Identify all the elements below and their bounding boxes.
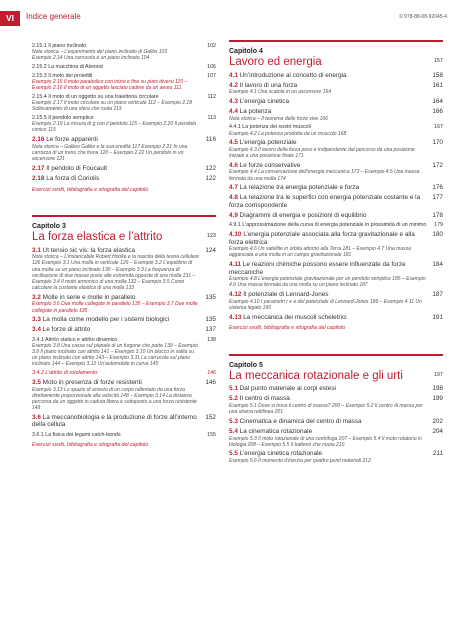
exercises-link[interactable]: Esercizi svolti, bibliografia e sitografia del capitolo	[32, 186, 149, 193]
page-header	[0, 0, 457, 28]
toc-section[interactable]	[229, 231, 443, 246]
page-ref: 161	[432, 81, 443, 89]
chapter-kicker: Capitolo 4	[229, 48, 263, 55]
section-number: 4.1	[229, 71, 238, 79]
toc-note: Esempio 3.8 Una cassa sul pianale di un furgone che parte 139 – Esempio 3.9 Il piano inclinato con attrito 141 – Esempio 3.10 Un blocco in salita su un piano inclinato con attrito 143 – Esempio 3.11 La carrucola sul piano inclinato 144 – Esempio 3.12 Un’automobile in curva 145	[32, 342, 198, 368]
section-label: Dal punto materiale ai corpi estesi	[239, 385, 336, 393]
page-ref: 146	[205, 378, 216, 386]
section-number: 3.3	[32, 316, 41, 324]
page-ref: 191	[432, 313, 443, 321]
toc-section[interactable]	[229, 385, 443, 393]
left-column	[32, 40, 216, 448]
toc-subsection[interactable]	[229, 222, 443, 228]
toc-section[interactable]	[32, 247, 216, 255]
page-ref: 177	[432, 194, 443, 202]
section-label: Molle in serie e molle in parallelo	[42, 293, 136, 301]
page-ref: 170	[432, 139, 443, 147]
toc-note: Esempio 2.19 La misura di g con il pendolo 115 – Esempio 2.20 Il pendolo conico 115	[32, 121, 197, 134]
toc-section[interactable]	[229, 108, 443, 116]
section-number: 3.1	[32, 246, 41, 254]
section-number: 5.2	[229, 395, 238, 403]
toc-section[interactable]	[32, 175, 216, 183]
chapter-kicker: Capitolo 3	[32, 223, 66, 230]
section-label: La relazione tra le superfici con energia potenziale costante e la forza corrispondente	[229, 194, 421, 209]
section-number: 4.10	[229, 230, 242, 238]
toc-note: Esempio 5.3 Il moto rotazionale di una centrifuga 207 – Esempio 5.4 Il moto rotatorio in biologia 208 – Esempio 5.5 Il batterio che nuota 210	[229, 435, 422, 448]
toc-section[interactable]	[229, 212, 443, 220]
section-label: Un’introduzione al concetto di energia	[239, 71, 347, 79]
section-label: 3.6.1 La fisica dei legami catch-bonds	[32, 431, 121, 438]
section-number: 3.6	[32, 413, 41, 421]
toc-note: Esempio 3.6 Due molle collegate in parallelo 135 – Esempio 3.7 Due molle collegate in parallelo 135	[32, 301, 198, 314]
page-ref: 172	[432, 161, 443, 169]
section-label: La potenza	[239, 107, 272, 115]
toc-note: Nota storica – Galileo Galilei e la sua eredità 117 Esempio 2.21 In una carrozza di un treno che frena 120 – Esempio 2.22 Un pendolo in un ascensore 121	[32, 143, 188, 163]
section-label: Le reazioni chimiche possono essere influenzate da forze meccaniche	[229, 261, 406, 276]
chapter-3-heading	[32, 215, 216, 244]
page-ref: 184	[432, 261, 443, 269]
toc-subsection[interactable]	[32, 115, 216, 121]
toc-note: Nota storica – L’esperimento del piano inclinato di Galilei 103	[32, 48, 168, 55]
toc-subsection[interactable]	[32, 94, 216, 100]
chapter-title[interactable]: La meccanica rotazionale e gli urti 197	[229, 369, 443, 382]
page-ref: 187	[432, 291, 443, 299]
section-label: La relazione tra energia potenziale e forza	[239, 184, 360, 192]
toc-note: Esempio 5.6 Il momento d’inerzia per quattro punti materiali 212	[229, 458, 371, 465]
section-label: 2.15.5 Il pendolo semplice	[32, 114, 94, 121]
section-label: 4.4.1 La potenza dei nostri muscoli	[229, 124, 311, 131]
section-label: Cinematica e dinamica del centro di massa	[239, 417, 362, 425]
section-label: La meccanica dei muscoli scheletrici	[243, 313, 347, 321]
toc-section[interactable]	[229, 291, 443, 299]
page-ref: 112	[207, 93, 216, 100]
toc-subsection[interactable]	[229, 124, 443, 130]
toc-section[interactable]	[32, 316, 216, 324]
toc-section[interactable]	[229, 194, 443, 209]
page-ref: 107	[207, 72, 216, 79]
exercises-link[interactable]: Esercizi svolti, bibliografia e sitografia del capitolo	[229, 325, 346, 332]
page-ref: 158	[432, 71, 443, 79]
section-number: 4.9	[229, 212, 238, 220]
chapter-title[interactable]: La forza elastica e l’attrito 123	[32, 231, 216, 243]
section-label: La molla come modello per i sistemi biologici	[42, 316, 170, 324]
page-ref: 137	[205, 326, 216, 334]
section-number: 2.16	[32, 136, 45, 144]
section-label: Il lavoro di una forza	[239, 81, 298, 89]
page-ref: 135	[205, 293, 216, 301]
toc-subsection[interactable]	[32, 43, 216, 49]
toc-note: Esempio 4.4 La conservazione dell’energia meccanica 173 – Esempio 4.5 Una massa fermata da una molla 174	[229, 169, 420, 182]
left-entries-top	[32, 43, 216, 194]
section-number: 4.3	[229, 97, 238, 105]
page-ref: 179	[434, 222, 443, 229]
section-number: 3.2	[32, 293, 41, 301]
section-number: 4.13	[229, 313, 242, 321]
page-ref: 199	[432, 395, 443, 403]
section-label: Ut tensio sic vis: la forza elastica	[42, 246, 136, 254]
page-ref: 116	[205, 136, 216, 144]
section-label: Il potenziale di Lennard-Jones	[243, 291, 329, 299]
page-ref: 124	[205, 246, 216, 254]
chapter-4-heading	[229, 40, 443, 69]
section-number: 5.5	[229, 450, 238, 458]
toc-subsection[interactable]	[32, 370, 216, 376]
section-number: 5.4	[229, 427, 238, 435]
section-label: 2.15.2 La macchina di Atwood	[32, 63, 103, 70]
toc-section[interactable]	[32, 326, 216, 334]
section-number: 4.12	[229, 291, 242, 299]
section-label: Diagrammi di energia e posizioni di equilibrio	[239, 212, 367, 220]
chapter-page: 157	[433, 58, 443, 64]
toc-section[interactable]	[32, 136, 216, 144]
toc-section[interactable]	[229, 418, 443, 426]
chapter-page: 123	[206, 233, 216, 239]
page-ref: 135	[205, 316, 216, 324]
toc-note: Esempio 4.2 La potenza prodotta da un muscolo 168	[229, 130, 347, 137]
toc-subsection[interactable]	[32, 337, 216, 343]
section-label: Il pendolo di Foucault	[46, 164, 107, 172]
section-label: La meccanobiologia e la produzione di forze all’interno della cellula	[32, 413, 197, 429]
toc-subsection[interactable]	[32, 432, 216, 438]
page-ref: 180	[432, 230, 443, 238]
section-label: 4.9.1 L’approssimazione della curva di energia potenziale in prossimità di un minimo	[229, 222, 427, 229]
toc-section[interactable]	[229, 98, 443, 106]
toc-note: Esempio 2.14 Una carrucola e un piano inclinato 104	[32, 55, 150, 61]
section-label: Le forze apparenti	[46, 136, 98, 144]
toc-section[interactable]	[32, 414, 216, 429]
page-ref: 155	[207, 431, 216, 438]
section-number: 4.7	[229, 184, 238, 192]
exercises-link[interactable]: Esercizi svolti, bibliografia e sitografia del capitolo	[32, 441, 149, 448]
toc-subsection[interactable]	[32, 73, 216, 79]
toc-section[interactable]	[229, 72, 443, 80]
section-label: La forza di Coriolis	[46, 174, 100, 182]
toc-subsection[interactable]	[32, 64, 216, 70]
page-ref: 102	[207, 42, 216, 49]
section-label: L’energia cinetica	[239, 97, 290, 105]
page-ref: 113	[207, 114, 216, 121]
section-label: 2.15.3 Il moto dei proiettili	[32, 72, 93, 79]
page-ref: 167	[434, 124, 443, 131]
toc-note: Esempio 5.1 Dove si trova il centro di massa? 200 – Esempio 5.2 Il centro di massa per una sbarra rettilinea 201	[229, 402, 423, 416]
section-number: 4.2	[229, 81, 238, 89]
page-ref: 198	[432, 385, 443, 393]
page-ref: 176	[432, 184, 443, 192]
chapter-5-heading	[229, 354, 443, 383]
toc-section[interactable]	[229, 82, 443, 90]
toc-note: Esempio 2.15 Il moto parabolico con inizio e fine su piani diversi 110 – Esempio 2.16 Il moto di un oggetto lasciato cadere da un aereo 111	[32, 78, 188, 91]
section-number: 5.3	[229, 417, 238, 425]
page-ref: 122	[205, 164, 216, 172]
section-label: 2.15.4 Il moto di un oggetto su una traiettoria circolare	[32, 93, 159, 100]
section-number: 2.17	[32, 164, 45, 172]
chapter-page: 197	[433, 371, 443, 378]
section-label: L’energia cinetica rotazionale	[239, 450, 323, 458]
section-number: 4.8	[229, 194, 238, 202]
isbn-label: © 978-88-08-92045-4	[399, 14, 447, 20]
section-label: 2.15.1 Il piano inclinato	[32, 42, 87, 49]
toc-section[interactable]	[32, 379, 216, 387]
toc-note: Esempio 4.3 Il lavoro della forza peso è indipendente dal percorso da una posizione iniziale a una posizione finale 171	[229, 146, 415, 160]
toc-note: Esempio 3.13 Lo spazio di arresto di un corpo rallentato da una forza direttamente proporzionale alla velocità 148 – Esempio 3.14 La distanza percorsa da un oggetto in caduta libera e sottoposto a una forza resistente 149	[32, 386, 197, 412]
section-number: 3.4	[32, 326, 41, 334]
chapter-kicker: Capitolo 5	[229, 361, 263, 369]
page-ref: 138	[207, 336, 216, 343]
toc-note: Esempio 4.1 Una scatola in un ascensore 164	[229, 89, 332, 96]
right-entries-top	[229, 72, 443, 332]
left-entries-bottom	[32, 247, 216, 449]
section-label: L’energia potenziale associata alla forza gravitazionale e alla forza elettrica	[229, 230, 415, 246]
section-label: 3.4.1 Attrito statico e attrito dinamico	[32, 336, 118, 343]
page-ref: 106	[207, 63, 216, 70]
toc-note: Esempio 2.17 Il moto circolare su un piano verticale 112 – Esempio 2.18 Sollevamento di una sfera che ruota 113	[32, 100, 192, 113]
section-number: 4.6	[229, 161, 238, 169]
section-number: 5.1	[229, 385, 238, 393]
chapter-title[interactable]: Lavoro ed energia 157	[229, 56, 443, 68]
running-title: Indice generale	[26, 12, 81, 21]
right-column	[229, 40, 443, 464]
section-number: 4.11	[229, 261, 242, 269]
section-label: Moto in presenza di forze resistenti	[42, 378, 142, 386]
page-ref: 146	[207, 370, 216, 377]
section-number: 4.4	[229, 107, 238, 115]
page-ref: 178	[432, 212, 443, 220]
page-number: VI	[0, 11, 20, 26]
right-entries-bottom	[229, 385, 443, 464]
section-number: 3.5	[32, 378, 41, 386]
section-label: La cinematica rotazionale	[239, 427, 313, 435]
page-ref: 164	[432, 97, 443, 105]
toc-section[interactable]	[229, 428, 443, 436]
toc-section[interactable]	[229, 314, 443, 322]
page-ref: 152	[205, 413, 216, 421]
page-ref: 202	[432, 417, 443, 425]
toc-note: Nota storica – L’instancabile Robert Hooke e la nascita della teoria cellulare 126 Esempio 3.1 Una molla in verticale 129 – Esempio 3.2 L’equilibrio di una molla su un piano inclinato 130 – Esempio 3.3 La frequenza di oscillazione di due masse poste alle estremità opposte di una molla 131 – Esempio 3.4 Il moto armonico di una molla 132 – Esempio 3.5 Come calcolare la costante elastica di una molla 133	[32, 254, 200, 292]
toc-section[interactable]	[229, 139, 443, 147]
toc-section[interactable]	[229, 162, 443, 170]
section-number: 2.18	[32, 174, 45, 182]
section-label: L’energia potenziale	[239, 139, 297, 147]
toc-note: Esempio 4.6 Un satellite in orbita attorno alla Terra 181 – Esempio 4.7 Una massa agganciata a una molla in un campo gravitazionale 181	[229, 246, 411, 259]
toc-section[interactable]	[229, 184, 443, 192]
toc-section[interactable]	[229, 261, 443, 276]
toc-section[interactable]	[32, 294, 216, 302]
toc-note: Esempio 4.8 L’energia potenziale gravitazionale per un pendolo semplice 185 – Esempio 4.9 Una massa fermata da una molla su un piano inclinato 187	[229, 276, 426, 289]
page-ref: 204	[432, 427, 443, 435]
page-ref: 122	[205, 174, 216, 182]
section-label: Le forze di attrito	[42, 326, 91, 334]
section-label: Il centro di massa	[239, 395, 290, 403]
section-number: 4.5	[229, 139, 238, 147]
toc-section[interactable]	[32, 165, 216, 173]
page-ref: 211	[432, 450, 443, 458]
section-label: Le forze conservative	[239, 161, 301, 169]
page-ref: 166	[432, 107, 443, 115]
toc-section[interactable]	[229, 395, 443, 403]
toc-section[interactable]	[229, 450, 443, 458]
toc-note: Nota storica – Il teorema delle forze vive 166	[229, 115, 328, 122]
toc-note: Esempio 4.10 I parametri r e e del potenziale di Lennard-Jones 189 – Esempio 4.11 Un sistema legato 190	[229, 298, 422, 311]
section-label: 3.4.2 L’attrito di rotolamento	[32, 370, 98, 377]
